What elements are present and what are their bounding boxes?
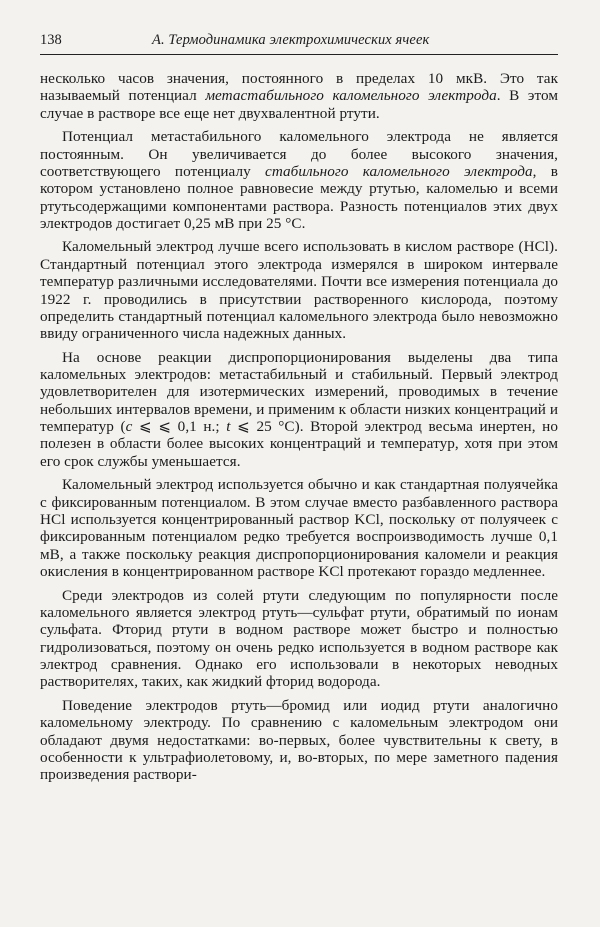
- paragraph: Каломельный электрод лучше всего использовать в кислом растворе (HCl). Стандартный потенциал этого электрода измерялся в широком интервале температур различными исследователями. Почти все измерения потенциала до 1922 г. проводились в присутствии растворенного кислорода, поэтому определить стандартный потенциал каломельного электрода было невозможно ввиду ограниченного числа надежных данных.: [40, 238, 558, 343]
- paragraph: Поведение электродов ртуть—бромид или иодид ртути аналогично каломельному электроду. По сравнению с каломельным электродом они обладают двумя недостатками: во-первых, более чувствительны к свету, в особенности к ультрафиолетовому, и, во-вторых, по мере заметного падения произведения раствори-: [40, 696, 558, 784]
- paragraph: Потенциал метастабильного каломельного электрода не является постоянным. Он увеличивается до более высокого значения, соответствующего потенциалу стабильного каломельного электрода, в котором установлено полное равновесие между ртутью, каломелью и всеми ртутьсодержащими компонентами раствора. Разность потенциалов этих двух электродов достигает 0,25 мВ при 25 °C.: [40, 128, 558, 232]
- paragraph: На основе реакции диспропорционирования выделены два типа каломельных электродов: метастабильный и стабильный. Первый электрод удовлетворителен для изотермических измерений, проводимых в течение небольших интервалов времени, и применим к области низких концентраций и температур (c ⩽ ⩽ 0,1 н.; t ⩽ 25 °C). Второй электрод весьма инертен, но полезен в области более высоких концентраций и температур, хотя при этом его срок службы уменьшается.: [40, 348, 558, 470]
- paragraph: Каломельный электрод используется обычно и как стандартная полуячейка с фиксированным потенциалом. В этом случае вместо разбавленного раствора HCl используется концентрированный раствор KCl, поскольку от полуячеек с фиксированным потенциалом редко требуется воспроизводимость лучше 0,1 мВ, а также поскольку реакция диспропорционирования каломели и реакция окисления в концентрированном растворе KCl протекают гораздо медленнее.: [40, 476, 558, 581]
- page-number: 138: [40, 32, 62, 48]
- running-title: А. Термодинамика электрохимических ячеек: [152, 32, 430, 48]
- italic-term: стабильного каломельного электрода: [265, 162, 533, 180]
- paragraph: несколько часов значения, постоянного в пределах 10 мкВ. Это так называемый потенциал метастабильного каломельного электрода. В этом случае в растворе все еще нет двухвалентной ртути.: [40, 70, 558, 122]
- page-header: [40, 32, 558, 55]
- italic-term: метастабильного каломельного электрода: [205, 87, 497, 105]
- paragraph: Среди электродов из солей ртути следующим по популярности после каломельного является электрод ртуть—сульфат ртути, обратимый по ионам сульфата. Фторид ртути в водном растворе может быстро и полностью гидролизоваться, поэтому он очень редко используется в водном растворе как электрод сравнения. Однако его использовали в некоторых неводных растворителях, таких, как жидкий фторид водорода.: [40, 586, 558, 691]
- body-text: [40, 70, 558, 784]
